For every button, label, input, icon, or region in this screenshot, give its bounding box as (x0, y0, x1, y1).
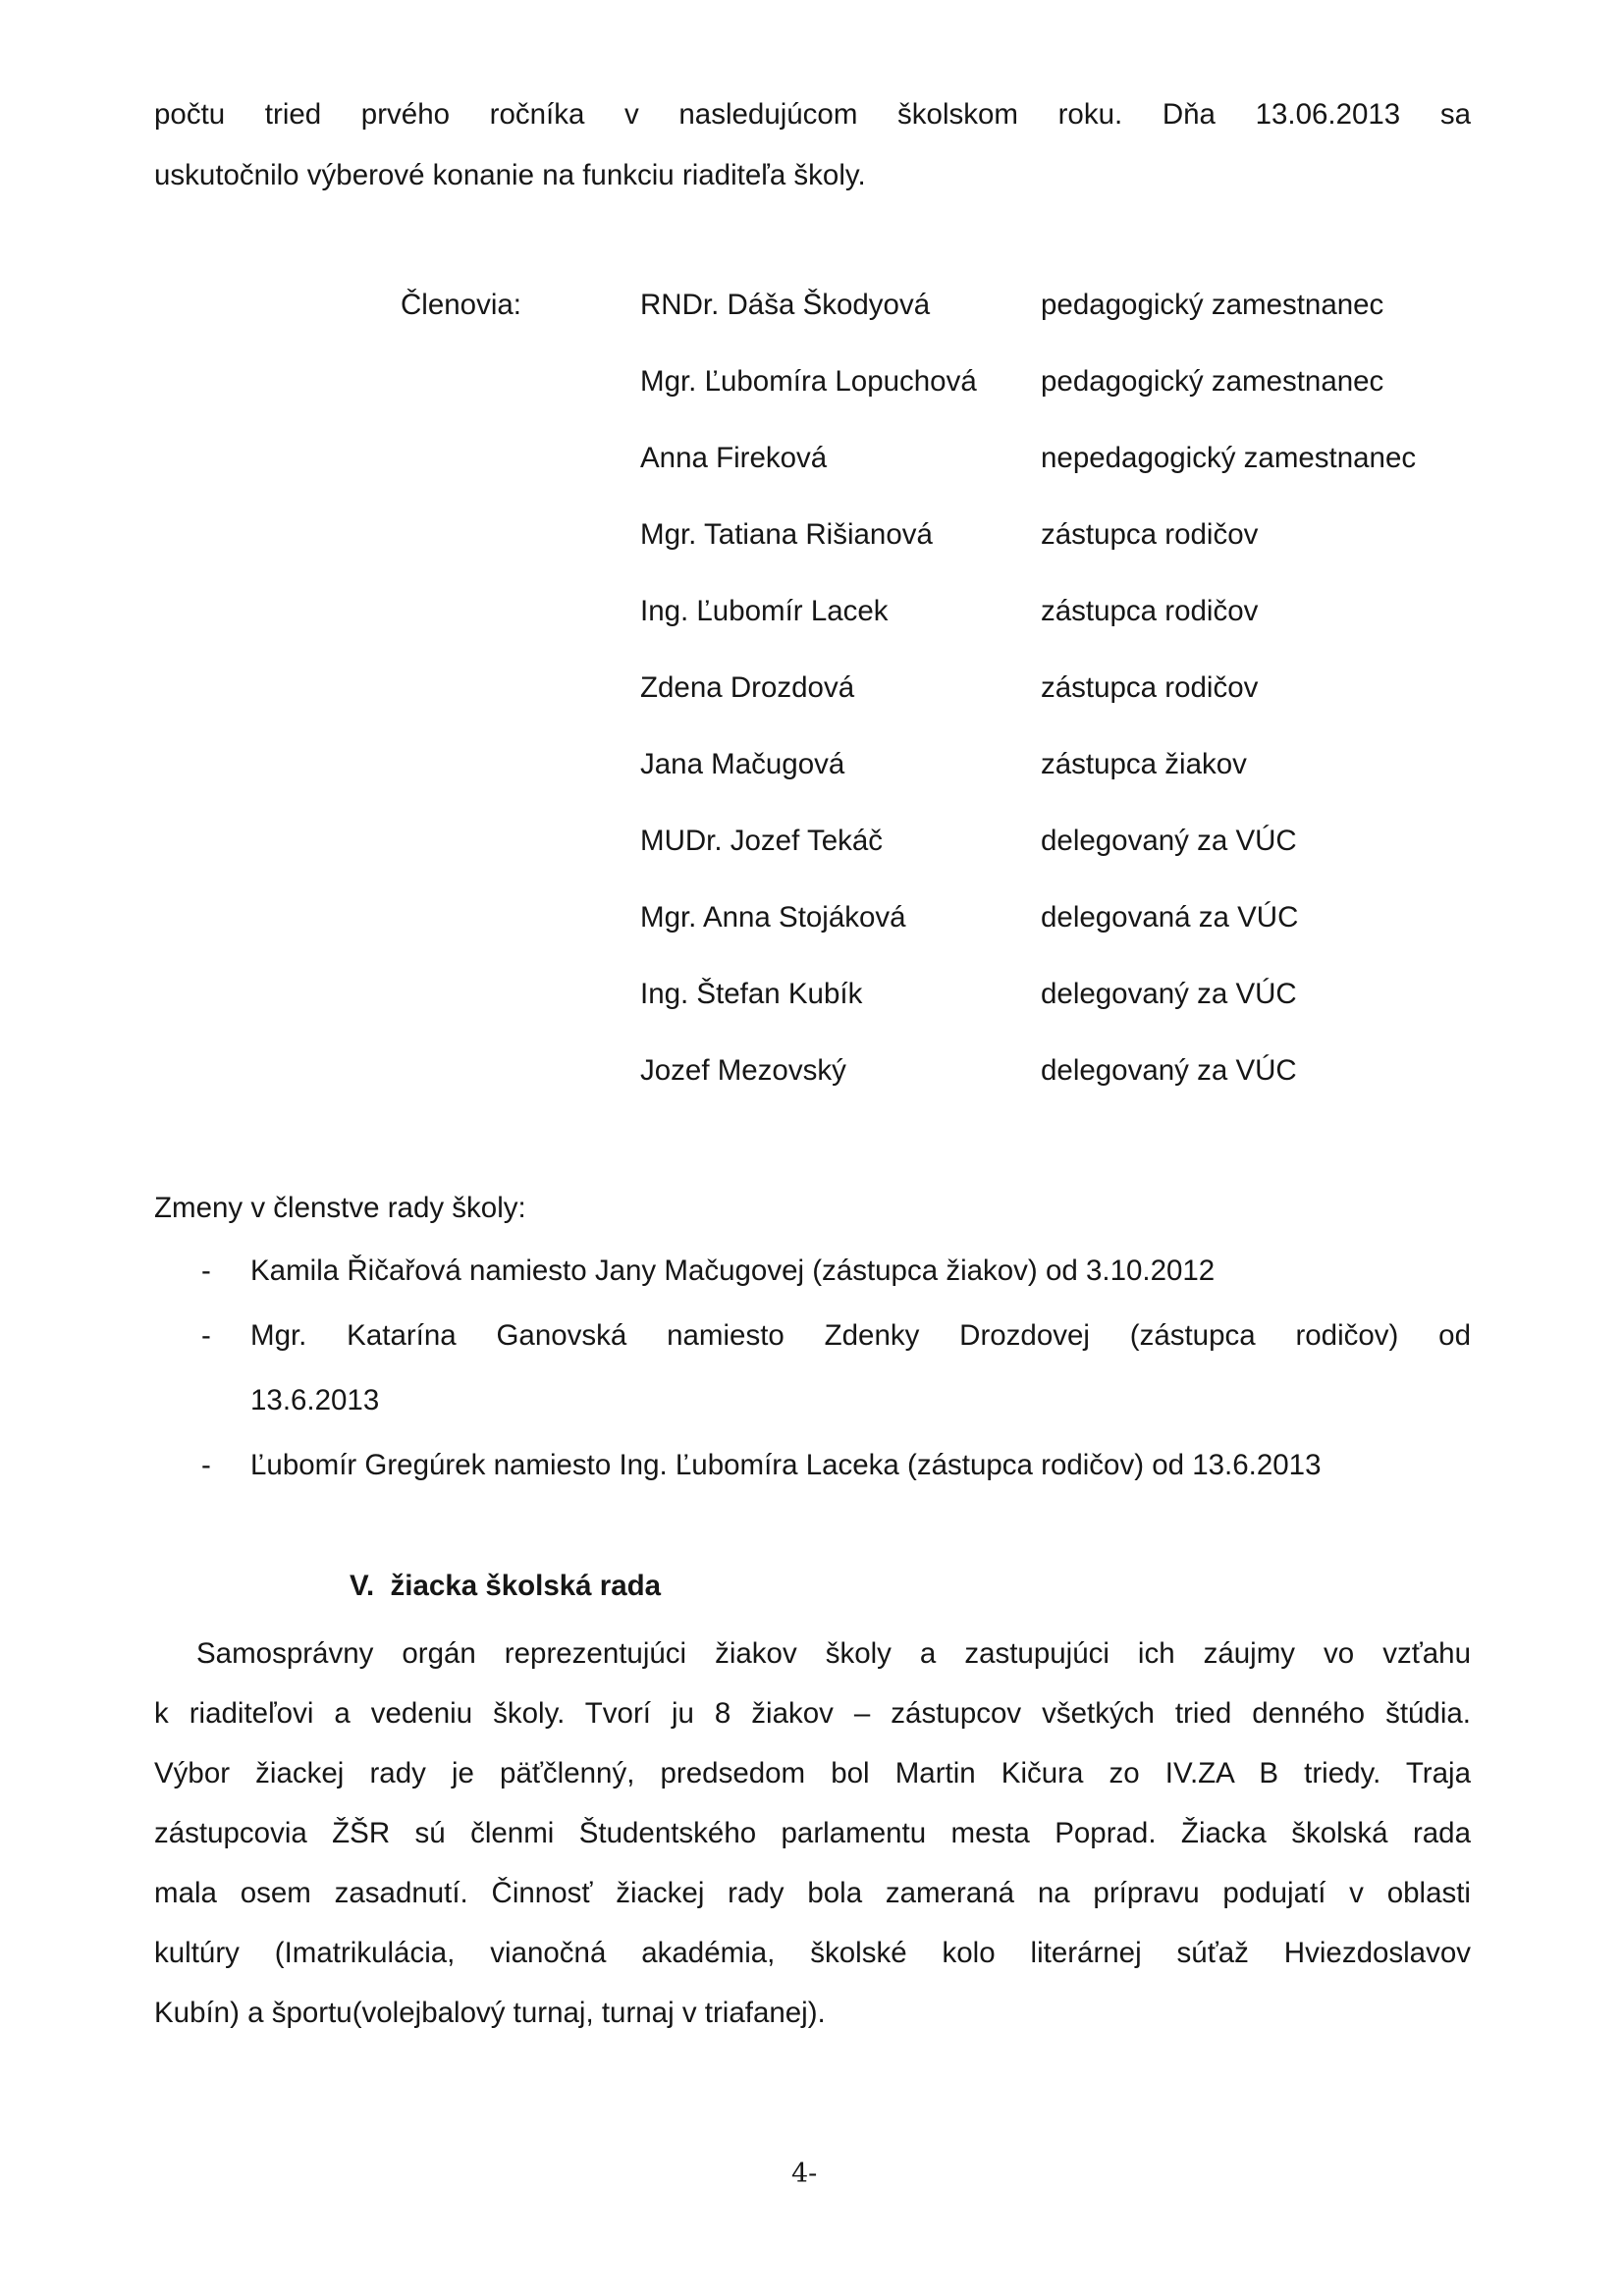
member-role: zástupca rodičov (1041, 595, 1259, 627)
intro-paragraph (154, 84, 1471, 206)
member-name: RNDr. Dáša Škodyová (640, 289, 931, 321)
changes-title: Zmeny v členstve rady školy: (154, 1192, 526, 1224)
member-name: Mgr. Ľubomíra Lopuchová (640, 365, 977, 398)
member-row (154, 267, 1471, 344)
member-role: nepedagogický zamestnanec (1041, 442, 1417, 474)
members-list (154, 267, 1471, 1109)
member-role: pedagogický zamestnanec (1041, 365, 1384, 398)
member-name: Jozef Mezovský (640, 1054, 846, 1087)
members-label: Členovia: (401, 289, 521, 321)
member-role: delegovaný za VÚC (1041, 825, 1297, 857)
change-line: Mgr. Katarína Ganovská namiesto Zdenky Drozdovej (zástupca rodičov) od (250, 1319, 1471, 1352)
member-role: zástupca žiakov (1041, 748, 1247, 780)
member-role: pedagogický zamestnanec (1041, 289, 1384, 321)
member-row (154, 497, 1471, 573)
member-row (154, 956, 1471, 1033)
member-name: Jana Mačugová (640, 748, 845, 780)
change-item (154, 1433, 1471, 1498)
change-line: 13.6.2013 (250, 1384, 380, 1416)
member-name: MUDr. Jozef Tekáč (640, 825, 884, 857)
intro-line: počtu tried prvého ročníka v nasledujúcom školskom roku. Dňa 13.06.2013 sa (154, 98, 1471, 131)
member-name: Mgr. Anna Stojáková (640, 901, 906, 934)
change-item (154, 1239, 1471, 1304)
page-number: 4- (791, 2159, 818, 2189)
member-row (154, 573, 1471, 650)
change-line: Ľubomír Gregúrek namiesto Ing. Ľubomíra Laceka (zástupca rodičov) od 13.6.2013 (250, 1449, 1322, 1481)
member-row (154, 1033, 1471, 1109)
change-item (154, 1304, 1471, 1433)
member-role: delegovaný za VÚC (1041, 1054, 1297, 1087)
body-line: Výbor žiackej rady je päťčlenný, predsedom bol Martin Kičura zo IV.ZA B triedy. Traja (154, 1757, 1471, 1789)
member-row (154, 726, 1471, 803)
member-name: Ing. Štefan Kubík (640, 978, 863, 1010)
change-line: Kamila Řičařová namiesto Jany Mačugovej (zástupca žiakov) od 3.10.2012 (250, 1255, 1216, 1287)
body-line: k riaditeľovi a vedeniu školy. Tvorí ju 8 žiakov – zástupcov všetkých tried denného štúdia. (154, 1697, 1471, 1730)
bullet-dash: - (201, 1255, 211, 1287)
member-name: Ing. Ľubomír Lacek (640, 595, 889, 627)
member-row (154, 420, 1471, 497)
body-line: zástupcovia ŽŠR sú členmi Študentského parlamentu mesta Poprad. Žiacka školská rada (154, 1817, 1471, 1849)
member-row (154, 650, 1471, 726)
body-line: kultúry (Imatrikulácia, vianočná akadémia, školské kolo literárnej súťaž Hviezdoslavov (154, 1937, 1471, 1969)
member-name: Zdena Drozdová (640, 671, 855, 704)
body-line: Samosprávny orgán reprezentujúci žiakov školy a zastupujúci ich záujmy vo vzťahu (196, 1637, 1471, 1670)
body-line: mala osem zasadnutí. Činnosť žiackej rady bola zameraná na prípravu podujatí v oblasti (154, 1877, 1471, 1909)
member-role: zástupca rodičov (1041, 518, 1259, 551)
member-role: delegovaný za VÚC (1041, 978, 1297, 1010)
section-heading: V. žiacka školská rada (350, 1570, 662, 1602)
bullet-dash: - (201, 1449, 211, 1481)
member-row (154, 803, 1471, 880)
member-role: delegovaná za VÚC (1041, 901, 1299, 934)
changes-list (154, 1239, 1471, 1498)
member-role: zástupca rodičov (1041, 671, 1259, 704)
member-name: Mgr. Tatiana Rišianová (640, 518, 933, 551)
section-paragraph (154, 1624, 1471, 2043)
bullet-dash: - (201, 1319, 211, 1352)
member-name: Anna Fireková (640, 442, 828, 474)
member-row (154, 880, 1471, 956)
intro-line: uskutočnilo výberové konanie na funkciu riaditeľa školy. (154, 159, 866, 191)
body-line: Kubín) a športu(volejbalový turnaj, turnaj v triafanej). (154, 1997, 826, 2029)
member-row (154, 344, 1471, 420)
